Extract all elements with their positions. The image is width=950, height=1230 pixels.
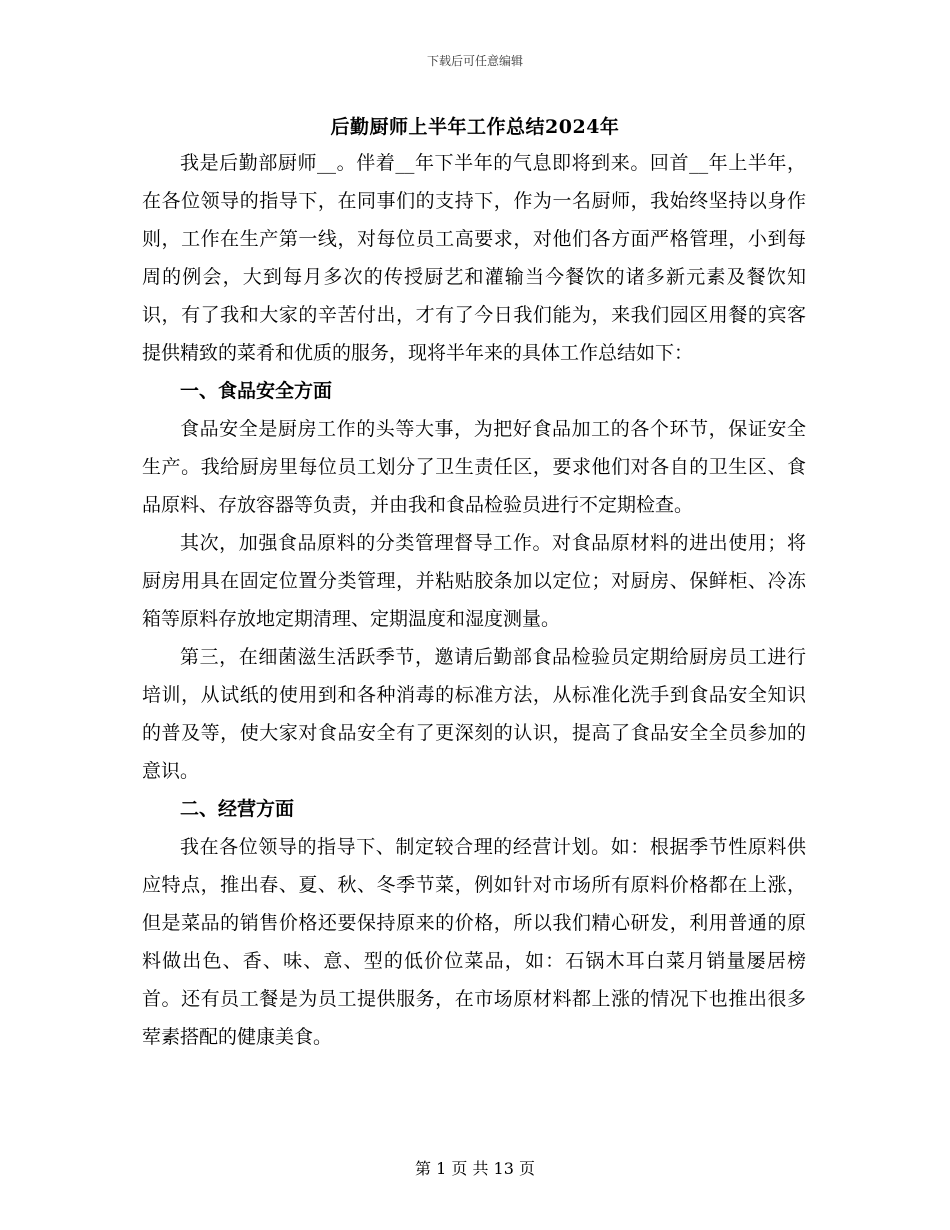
section-heading-food-safety: 一、食品安全方面	[180, 380, 333, 402]
paragraph: 其次，加强食品原料的分类管理督导工作。对食品原材料的进出使用；将厨房用具在固定位置分类管理，并粘贴胶条加以定位；对厨房、保鲜柜、冷冻箱等原料存放地定期清理、定期温度和湿度测量。	[142, 532, 806, 630]
document-body	[142, 144, 806, 1056]
page-footer: 第 1 页 共 13 页	[415, 1159, 535, 1178]
paragraph: 我在各位领导的指导下、制定较合理的经营计划。如：根据季节性原料供应特点，推出春、夏、秋、冬季节菜，例如针对市场所有原料价格都在上涨，但是菜品的销售价格还要保持原来的价格，所以我们精心研发，利用普通的原料做出色、香、味、意、型的低价位菜品，如：石锅木耳白菜月销量屡居榜首。还有员工餐是为员工提供服务，在市场原材料都上涨的情况下也推出很多荤素搭配的健康美食。	[142, 836, 806, 1048]
document-title: 后勤厨师上半年工作总结2024年	[330, 116, 620, 138]
page-header: 下载后可任意编辑	[426, 54, 523, 68]
section-heading-operations: 二、经营方面	[180, 798, 295, 820]
intro-paragraph: 我是后勤部厨师__。伴着__年下半年的气息即将到来。回首__年上半年，在各位领导的指导下，在同事们的支持下，作为一名厨师，我始终坚持以身作则，工作在生产第一线，对每位员工高要求，对他们各方面严格管理，小到每周的例会，大到每月多次的传授厨艺和灌输当今餐饮的诸多新元素及餐饮知识，有了我和大家的辛苦付出，才有了今日我们能为，来我们园区用餐的宾客提供精致的菜肴和优质的服务，现将半年来的具体工作总结如下：	[142, 152, 806, 364]
paragraph: 第三，在细菌滋生活跃季节，邀请后勤部食品检验员定期给厨房员工进行培训，从试纸的使用到和各种消毒的标准方法，从标准化洗手到食品安全知识的普及等，使大家对食品安全有了更深刻的认识，提高了食品安全全员参加的意识。	[142, 646, 806, 782]
paragraph: 食品安全是厨房工作的头等大事，为把好食品加工的各个环节，保证安全生产。我给厨房里每位员工划分了卫生责任区，要求他们对各自的卫生区、食品原料、存放容器等负责，并由我和食品检验员进行不定期检查。	[142, 418, 806, 516]
